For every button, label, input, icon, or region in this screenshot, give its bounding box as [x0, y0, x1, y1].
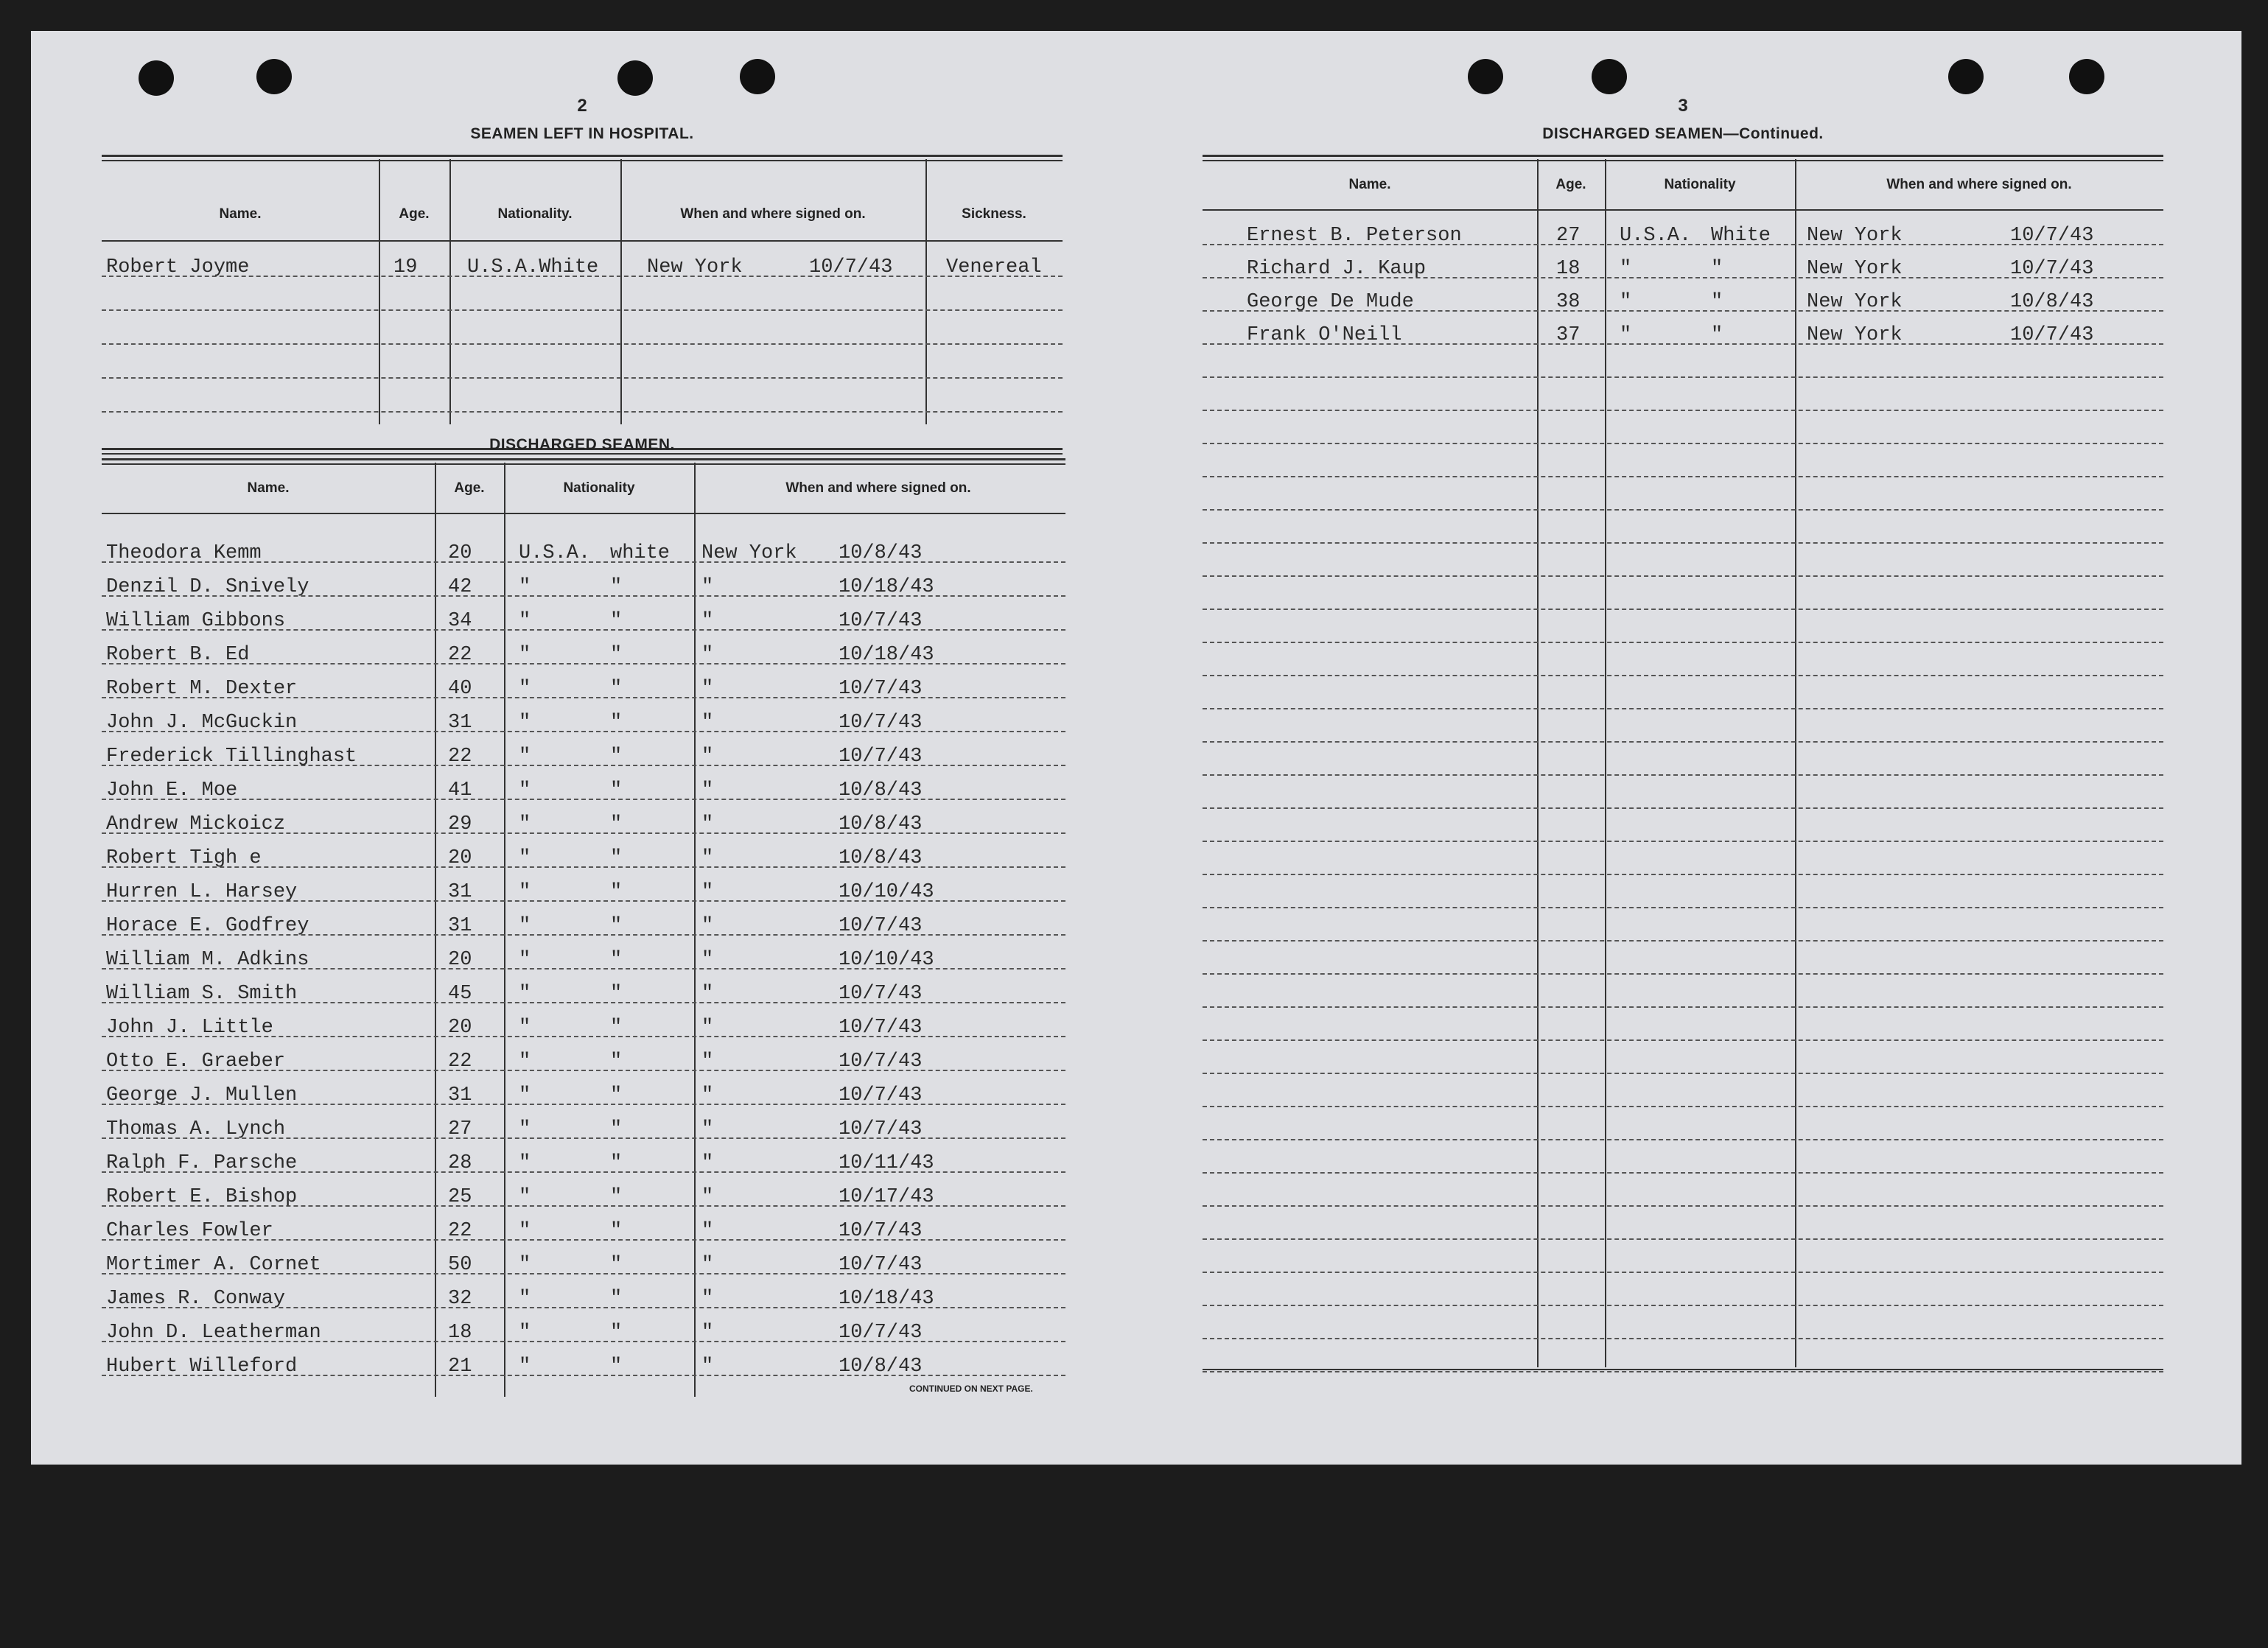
signed-on-date-cell: 10/18/43 — [839, 576, 934, 598]
signed-on-place-cell: " — [701, 610, 714, 632]
signed-on-place-cell: " — [701, 1084, 714, 1107]
age-cell: 20 — [448, 1017, 472, 1039]
age-cell: 18 — [1556, 258, 1581, 280]
nationality-cell: " — [1620, 324, 1632, 346]
signed-on-place-cell: " — [701, 1152, 714, 1174]
signed-on-place-cell: New York — [647, 256, 743, 278]
signed-on-date-cell: 10/10/43 — [839, 949, 934, 971]
table-row — [1203, 211, 2163, 245]
name-cell: James R. Conway — [106, 1288, 286, 1310]
blank-row — [1203, 1338, 2163, 1372]
name-cell: John D. Leatherman — [106, 1322, 321, 1344]
table-row — [1203, 244, 2163, 278]
blank-row — [1203, 774, 2163, 809]
nationality-cell: " — [610, 1220, 623, 1242]
table-row — [102, 1002, 1065, 1037]
nationality-cell: " — [610, 779, 623, 802]
blank-row — [1203, 443, 2163, 477]
discharged-section-title: DISCHARGED SEAMEN. — [489, 436, 675, 453]
signed-on-date-cell: 10/18/43 — [839, 644, 934, 666]
signed-on-place-cell: " — [701, 1356, 714, 1378]
blank-row — [1203, 376, 2163, 411]
table-row — [102, 799, 1065, 834]
nationality-cell: " — [519, 779, 531, 802]
nationality-cell: " — [519, 813, 531, 835]
col-header-nationality: Nationality — [1664, 177, 1736, 192]
col-header-name: Name. — [1348, 177, 1391, 192]
discharged-continued-title: DISCHARGED SEAMEN—Continued. — [1542, 125, 1824, 142]
blank-row — [1203, 940, 2163, 975]
signed-on-date-cell: 10/7/43 — [2010, 225, 2094, 247]
table-row — [102, 561, 1065, 597]
blank-row — [1203, 1073, 2163, 1107]
signed-on-date-cell: 10/7/43 — [839, 915, 923, 937]
age-cell: 18 — [448, 1322, 472, 1344]
nationality-cell: " — [610, 1118, 623, 1140]
name-cell: Horace E. Godfrey — [106, 915, 309, 937]
age-cell: 31 — [448, 1084, 472, 1107]
table-row — [102, 1036, 1065, 1071]
signed-on-place-cell: " — [701, 1118, 714, 1140]
blank-row — [1203, 1039, 2163, 1074]
nationality-cell: white — [610, 542, 671, 564]
signed-on-place-cell: " — [701, 1051, 714, 1073]
signed-on-place-cell: New York — [701, 542, 797, 564]
table-row — [102, 832, 1065, 868]
name-cell: Ernest B. Peterson — [1247, 225, 1462, 247]
table-row — [102, 1070, 1065, 1105]
blank-row — [1203, 542, 2163, 577]
blank-row — [1203, 343, 2163, 378]
table-row — [102, 900, 1065, 936]
name-cell: John J. McGuckin — [106, 712, 298, 734]
col-header-nationality: Nationality — [563, 480, 635, 496]
age-cell: 27 — [1556, 225, 1581, 247]
table-row — [102, 1137, 1065, 1173]
col-header-sickness: Sickness. — [962, 206, 1026, 222]
nationality-cell: " — [610, 678, 623, 700]
nationality-cell: " — [610, 1288, 623, 1310]
age-cell: 50 — [448, 1254, 472, 1276]
age-cell: 19 — [393, 256, 418, 278]
nationality-cell: " — [519, 949, 531, 971]
table-row — [102, 934, 1065, 969]
name-cell: Andrew Mickoicz — [106, 813, 286, 835]
nationality-cell: " — [519, 1152, 531, 1174]
blank-row — [102, 309, 1063, 345]
col-header-name: Name. — [219, 206, 262, 222]
discharged-continued-table — [1203, 155, 2163, 1378]
blank-row — [1203, 841, 2163, 875]
nationality-cell: " — [519, 1017, 531, 1039]
signed-on-date-cell: 10/7/43 — [2010, 324, 2094, 346]
left-page — [102, 31, 1063, 1465]
nationality-cell: " — [610, 576, 623, 598]
right-page — [1203, 31, 2163, 1465]
name-cell: Thomas A. Lynch — [106, 1118, 286, 1140]
signed-on-date-cell: 10/8/43 — [839, 1356, 923, 1378]
col-header-name: Name. — [247, 480, 290, 496]
name-cell: Mortimer A. Cornet — [106, 1254, 321, 1276]
document-sheet — [31, 31, 2241, 1465]
age-cell: 27 — [448, 1118, 472, 1140]
nationality-cell: " — [1620, 258, 1632, 280]
nationality-cell: White — [1711, 225, 1771, 247]
nationality-cell: " — [610, 1322, 623, 1344]
nationality-cell: " — [519, 881, 531, 903]
nationality-cell: " — [519, 712, 531, 734]
blank-row — [1203, 1238, 2163, 1273]
nationality-cell: " — [519, 678, 531, 700]
name-cell: Robert M. Dexter — [106, 678, 298, 700]
table-row — [1203, 277, 2163, 312]
name-cell: Hurren L. Harsey — [106, 881, 298, 903]
signed-on-date-cell: 10/7/43 — [839, 1118, 923, 1140]
col-header-signed-on: When and where signed on. — [1886, 177, 2072, 192]
name-cell: Richard J. Kaup — [1247, 258, 1427, 280]
age-cell: 37 — [1556, 324, 1581, 346]
table-row — [102, 1205, 1065, 1241]
signed-on-place-cell: New York — [1807, 225, 1903, 247]
nationality-cell: " — [519, 983, 531, 1005]
name-cell: Ralph F. Parsche — [106, 1152, 298, 1174]
age-cell: 22 — [448, 644, 472, 666]
signed-on-date-cell: 10/7/43 — [839, 746, 923, 768]
nationality-cell: " — [519, 1322, 531, 1344]
signed-on-place-cell: " — [701, 813, 714, 835]
blank-row — [102, 343, 1063, 379]
table-row — [102, 1307, 1065, 1342]
age-cell: 21 — [448, 1356, 472, 1378]
signed-on-place-cell: " — [701, 779, 714, 802]
col-header-signed-on: When and where signed on. — [785, 480, 971, 496]
table-row — [102, 968, 1065, 1003]
age-cell: 32 — [448, 1288, 472, 1310]
name-cell: George J. Mullen — [106, 1084, 298, 1107]
nationality-cell: " — [519, 576, 531, 598]
signed-on-place-cell: " — [701, 847, 714, 869]
blank-row — [1203, 1139, 2163, 1174]
nationality-cell: " — [519, 1118, 531, 1140]
blank-row — [1203, 1205, 2163, 1240]
name-cell: Frederick Tillinghast — [106, 746, 357, 768]
signed-on-place-cell: " — [701, 644, 714, 666]
name-cell: Robert Tigh e — [106, 847, 262, 869]
nationality-cell: " — [1711, 258, 1723, 280]
nationality-cell: " — [610, 712, 623, 734]
nationality-cell: " — [519, 1084, 531, 1107]
age-cell: 28 — [448, 1152, 472, 1174]
nationality-cell: " — [519, 1186, 531, 1208]
signed-on-date-cell: 10/7/43 — [839, 1051, 923, 1073]
blank-row — [1203, 973, 2163, 1008]
table-row — [102, 1273, 1065, 1308]
signed-on-date-cell: 10/7/43 — [839, 610, 923, 632]
table-row — [102, 527, 1065, 563]
nationality-cell: " — [610, 746, 623, 768]
name-cell: George De Mude — [1247, 291, 1414, 313]
table-row — [102, 663, 1065, 698]
age-cell: 40 — [448, 678, 472, 700]
nationality-cell: " — [610, 1152, 623, 1174]
sickness-cell: Venereal — [946, 256, 1042, 278]
nationality-cell: " — [610, 1356, 623, 1378]
blank-row — [1203, 874, 2163, 908]
blank-row — [1203, 907, 2163, 942]
nationality-cell: " — [610, 847, 623, 869]
signed-on-date-cell: 10/8/43 — [839, 542, 923, 564]
age-cell: 22 — [448, 1051, 472, 1073]
signed-on-date-cell: 10/7/43 — [839, 1322, 923, 1344]
signed-on-date-cell: 10/11/43 — [839, 1152, 934, 1174]
signed-on-place-cell: " — [701, 1254, 714, 1276]
nationality-cell: " — [610, 949, 623, 971]
name-cell: Otto E. Graeber — [106, 1051, 286, 1073]
blank-row — [1203, 1006, 2163, 1041]
age-cell: 34 — [448, 610, 472, 632]
nationality-cell: " — [610, 813, 623, 835]
age-cell: 22 — [448, 1220, 472, 1242]
signed-on-place-cell: " — [701, 1322, 714, 1344]
blank-row — [1203, 708, 2163, 743]
table-row — [102, 1239, 1065, 1274]
table-row — [102, 866, 1065, 902]
blank-row — [1203, 1305, 2163, 1339]
nationality-cell: " — [519, 847, 531, 869]
name-cell: William S. Smith — [106, 983, 298, 1005]
hospital-section-title: SEAMEN LEFT IN HOSPITAL. — [470, 125, 694, 142]
name-cell: John E. Moe — [106, 779, 238, 802]
name-cell: Hubert Willeford — [106, 1356, 298, 1378]
signed-on-date-cell: 10/7/43 — [839, 678, 923, 700]
name-cell: Theodora Kemm — [106, 542, 262, 564]
signed-on-place-cell: " — [701, 746, 714, 768]
nationality-cell: U.S.A. — [519, 542, 591, 564]
table-row — [102, 697, 1065, 732]
age-cell: 31 — [448, 915, 472, 937]
name-cell: Charles Fowler — [106, 1220, 273, 1242]
blank-row — [102, 276, 1063, 311]
signed-on-place-cell: " — [701, 712, 714, 734]
nationality-cell: " — [610, 644, 623, 666]
signed-on-date-cell: 10/7/43 — [839, 1017, 923, 1039]
signed-on-place-cell: " — [701, 678, 714, 700]
blank-row — [1203, 609, 2163, 643]
name-cell: Frank O'Neill — [1247, 324, 1402, 346]
col-header-age: Age. — [454, 480, 485, 496]
nationality-cell: " — [610, 881, 623, 903]
nationality-cell: U.S.A.White — [467, 256, 599, 278]
signed-on-place-cell: " — [701, 1288, 714, 1310]
signed-on-date-cell: 10/7/43 — [809, 256, 893, 278]
nationality-cell: " — [610, 610, 623, 632]
blank-row — [1203, 476, 2163, 511]
nationality-cell: " — [1711, 324, 1723, 346]
table-row — [1203, 310, 2163, 345]
blank-row — [1203, 410, 2163, 444]
table-row — [102, 1104, 1065, 1139]
name-cell: Robert Joyme — [106, 256, 250, 278]
table-row — [102, 629, 1065, 665]
age-cell: 38 — [1556, 291, 1581, 313]
signed-on-date-cell: 10/7/43 — [839, 983, 923, 1005]
blank-row — [1203, 741, 2163, 776]
age-cell: 31 — [448, 881, 472, 903]
signed-on-place-cell: " — [701, 1220, 714, 1242]
nationality-cell: " — [610, 915, 623, 937]
signed-on-date-cell: 10/7/43 — [839, 712, 923, 734]
age-cell: 42 — [448, 576, 472, 598]
table-row — [102, 1341, 1065, 1376]
blank-row — [1203, 509, 2163, 544]
age-cell: 31 — [448, 712, 472, 734]
nationality-cell: " — [519, 1288, 531, 1310]
signed-on-date-cell: 10/18/43 — [839, 1288, 934, 1310]
age-cell: 20 — [448, 949, 472, 971]
age-cell: 45 — [448, 983, 472, 1005]
signed-on-date-cell: 10/8/43 — [839, 813, 923, 835]
nationality-cell: " — [519, 644, 531, 666]
name-cell: William M. Adkins — [106, 949, 309, 971]
blank-row — [1203, 1106, 2163, 1140]
nationality-cell: " — [610, 1051, 623, 1073]
nationality-cell: " — [1620, 291, 1632, 313]
signed-on-date-cell: 10/8/43 — [839, 847, 923, 869]
table-row — [102, 731, 1065, 766]
name-cell: John J. Little — [106, 1017, 273, 1039]
discharged-table — [102, 458, 1065, 1401]
signed-on-place-cell: New York — [1807, 291, 1903, 313]
name-cell: Robert B. Ed — [106, 644, 250, 666]
blank-row — [102, 377, 1063, 413]
page-number: 3 — [1678, 96, 1688, 116]
nationality-cell: " — [519, 915, 531, 937]
nationality-cell: U.S.A. — [1620, 225, 1692, 247]
table-row — [102, 1171, 1065, 1207]
nationality-cell: " — [610, 983, 623, 1005]
table-row — [102, 595, 1065, 631]
table-row — [102, 765, 1065, 800]
nationality-cell: " — [519, 610, 531, 632]
signed-on-date-cell: 10/7/43 — [839, 1220, 923, 1242]
age-cell: 20 — [448, 542, 472, 564]
signed-on-place-cell: " — [701, 983, 714, 1005]
signed-on-place-cell: New York — [1807, 324, 1903, 346]
blank-row — [1203, 642, 2163, 676]
age-cell: 25 — [448, 1186, 472, 1208]
table-row — [102, 242, 1063, 277]
name-cell: Robert E. Bishop — [106, 1186, 298, 1208]
col-header-nationality: Nationality. — [497, 206, 573, 222]
col-header-age: Age. — [399, 206, 430, 222]
page-number: 2 — [577, 96, 587, 116]
continued-note: CONTINUED ON NEXT PAGE. — [909, 1384, 1033, 1394]
age-cell: 41 — [448, 779, 472, 802]
nationality-cell: " — [519, 1254, 531, 1276]
blank-row — [1203, 575, 2163, 610]
signed-on-place-cell: " — [701, 881, 714, 903]
signed-on-place-cell: New York — [1807, 258, 1903, 280]
nationality-cell: " — [610, 1017, 623, 1039]
col-header-signed-on: When and where signed on. — [680, 206, 866, 222]
nationality-cell: " — [610, 1186, 623, 1208]
nationality-cell: " — [1711, 291, 1723, 313]
signed-on-date-cell: 10/8/43 — [2010, 291, 2094, 313]
blank-row — [1203, 675, 2163, 709]
col-header-age: Age. — [1555, 177, 1586, 192]
signed-on-date-cell: 10/10/43 — [839, 881, 934, 903]
nationality-cell: " — [519, 1051, 531, 1073]
signed-on-place-cell: " — [701, 1017, 714, 1039]
signed-on-place-cell: " — [701, 949, 714, 971]
signed-on-date-cell: 10/7/43 — [839, 1254, 923, 1276]
nationality-cell: " — [519, 1356, 531, 1378]
age-cell: 20 — [448, 847, 472, 869]
signed-on-date-cell: 10/8/43 — [839, 779, 923, 802]
signed-on-place-cell: " — [701, 1186, 714, 1208]
signed-on-date-cell: 10/17/43 — [839, 1186, 934, 1208]
age-cell: 22 — [448, 746, 472, 768]
blank-row — [1203, 807, 2163, 842]
nationality-cell: " — [519, 746, 531, 768]
blank-row — [1203, 1172, 2163, 1207]
name-cell: William Gibbons — [106, 610, 286, 632]
nationality-cell: " — [519, 1220, 531, 1242]
signed-on-place-cell: " — [701, 915, 714, 937]
signed-on-place-cell: " — [701, 576, 714, 598]
signed-on-date-cell: 10/7/43 — [2010, 258, 2094, 280]
nationality-cell: " — [610, 1254, 623, 1276]
signed-on-date-cell: 10/7/43 — [839, 1084, 923, 1107]
name-cell: Denzil D. Snively — [106, 576, 309, 598]
age-cell: 29 — [448, 813, 472, 835]
nationality-cell: " — [610, 1084, 623, 1107]
blank-row — [1203, 1272, 2163, 1306]
hospital-table — [102, 155, 1063, 457]
